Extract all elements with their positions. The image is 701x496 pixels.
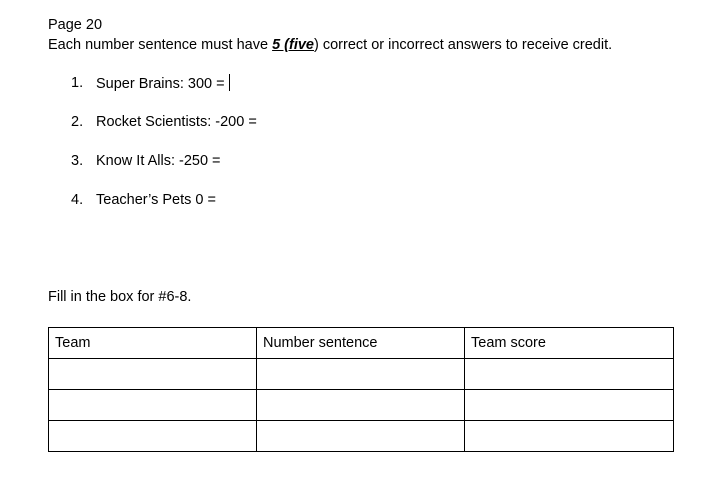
table-cell[interactable] (49, 359, 257, 390)
table-cell[interactable] (465, 359, 674, 390)
list-item-1 (0, 74, 400, 92)
table-header-row (49, 328, 674, 359)
instructions-emphasis: 5 (five (272, 37, 314, 53)
list-number: 2. (71, 114, 84, 130)
table-cell[interactable] (257, 359, 465, 390)
page-number: Page 20 (48, 17, 103, 33)
answer-field-3[interactable]: Know It Alls: -250 = (96, 153, 221, 169)
table-row (49, 390, 674, 421)
table-cell[interactable] (465, 421, 674, 452)
table-row (49, 421, 674, 452)
list-item-3 (0, 152, 400, 170)
answer-field-4[interactable]: Teacher’s Pets 0 = (96, 192, 216, 208)
table-cell[interactable] (257, 421, 465, 452)
list-number: 4. (71, 192, 84, 208)
instructions-after: ) correct or incorrect answers to receive credit. (314, 37, 613, 53)
list-number: 1. (71, 75, 84, 91)
table-cell[interactable] (465, 390, 674, 421)
table-cell[interactable] (257, 390, 465, 421)
table-row (49, 359, 674, 390)
instructions-text (48, 36, 612, 54)
table-cell[interactable] (49, 421, 257, 452)
instructions-before: Each number sentence must have (48, 37, 273, 53)
header-number-sentence: Number sentence (257, 328, 465, 359)
list-item-2 (0, 113, 400, 131)
list-number: 3. (71, 153, 84, 169)
question-text: Super Brains: 300 = (96, 76, 225, 92)
header-team: Team (49, 328, 257, 359)
header-team-score: Team score (465, 328, 674, 359)
table-cell[interactable] (49, 390, 257, 421)
answer-field-1[interactable] (96, 74, 230, 93)
team-score-table (48, 327, 674, 452)
text-cursor (229, 74, 230, 91)
list-item-4 (0, 191, 400, 209)
answer-field-2[interactable]: Rocket Scientists: -200 = (96, 114, 257, 130)
fill-in-instruction: Fill in the box for #6-8. (48, 289, 192, 305)
